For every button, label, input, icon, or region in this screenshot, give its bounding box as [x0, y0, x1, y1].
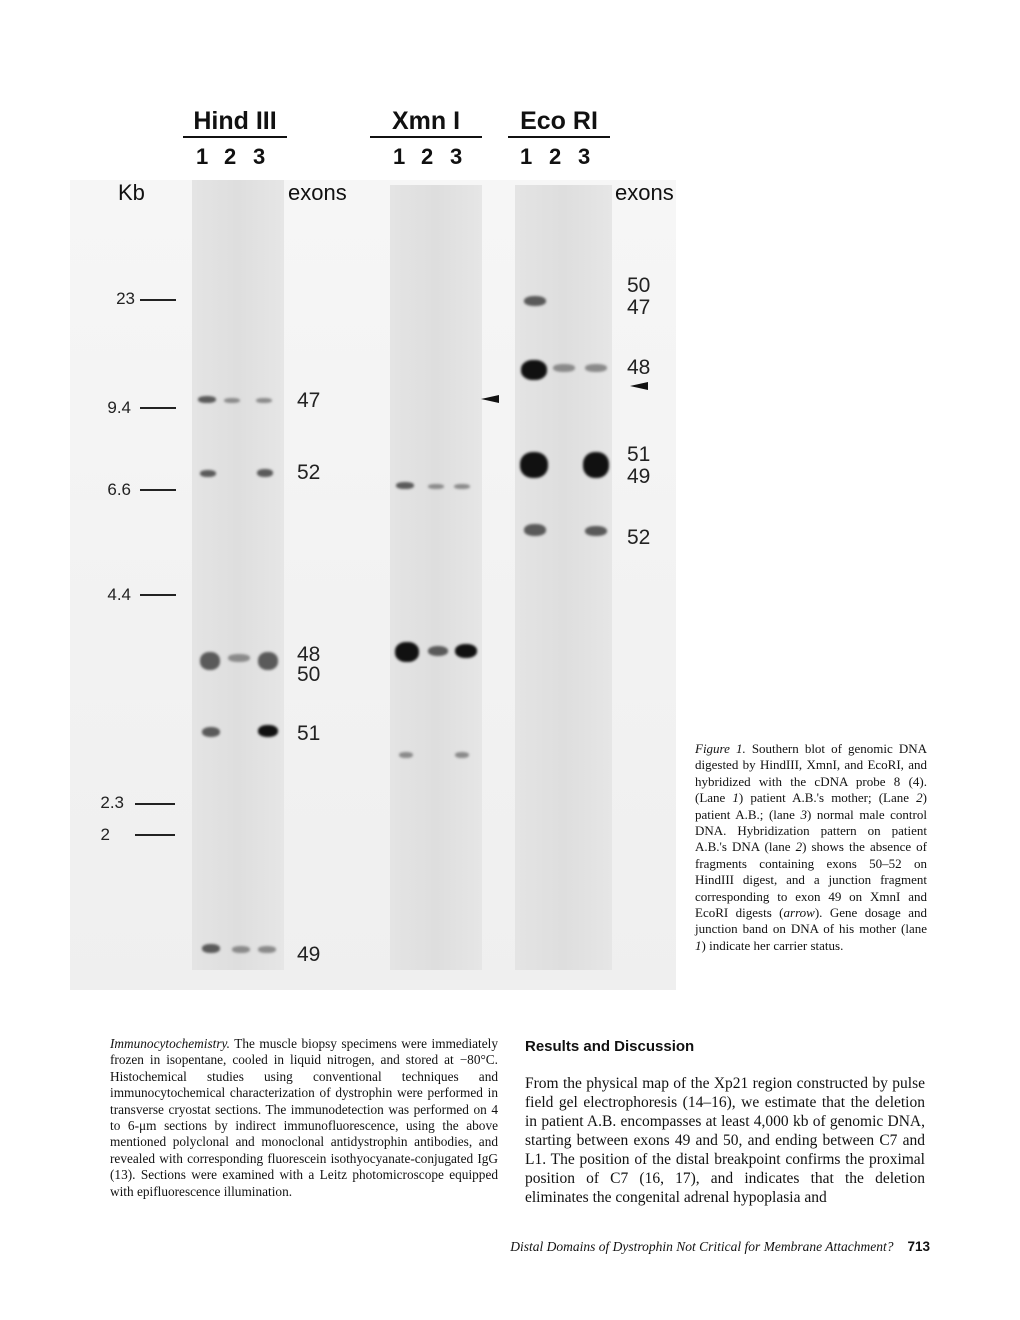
exon-label: 48	[297, 643, 321, 666]
blot-band	[428, 484, 444, 489]
kb-marker-tick	[140, 299, 176, 301]
lane-number: 1	[393, 144, 406, 169]
lane-number: 2	[549, 144, 562, 169]
xmni-lanes	[390, 185, 482, 970]
blot-band	[520, 452, 548, 478]
exon-label: 49	[297, 943, 321, 966]
hindiii-lanes	[192, 180, 284, 970]
caption-text: ) patient A.B.'s mother; (Lane	[738, 790, 917, 806]
kb-marker-tick	[140, 407, 176, 409]
page-number: 713	[907, 1239, 930, 1254]
kb-marker-label: 6.6	[107, 480, 131, 499]
exon-label: 52	[297, 461, 321, 484]
kb-marker-label: 4.4	[107, 585, 131, 604]
caption-lead: Figure 1.	[695, 741, 746, 756]
blot-band	[202, 727, 220, 737]
exon-label: 51	[627, 443, 651, 466]
lane-number: 2	[421, 144, 434, 169]
blot-band	[198, 396, 216, 403]
methods-paragraph	[110, 1036, 498, 1200]
enzyme-ecori-label: Eco RI	[508, 106, 610, 138]
blot-band	[428, 646, 448, 656]
runin-heading: Immunocytochemistry.	[110, 1036, 231, 1051]
kb-marker-tick	[135, 803, 175, 805]
exon-label: 48	[627, 356, 651, 379]
lane-numbers	[0, 144, 1020, 172]
figure-caption	[695, 741, 927, 954]
blot-band	[257, 469, 273, 477]
blot-band	[202, 944, 220, 953]
caption-lane-ref: 2	[795, 839, 803, 855]
blot-band	[455, 752, 469, 758]
blot-band	[395, 642, 419, 662]
paragraph-text: The muscle biopsy specimens were immediately frozen in isopentane, cooled in liquid nitrogen, and stored at −80°C. Histochemical studies using conventional techniques and immunocytochemical characterization of dystrophin were performed in transverse cryostat sections. The immunodetection was performed on 4 to 6-μm sections by indirect immunofluorescence, using the above mentioned polyclonal and monoclonal antidystrophin antibodies, and revealed with corresponding fluorescein isothyocyanate-conjugated IgG (13). Sections were examined with a Leitz photomicroscope equipped with epifluorescence illumination.	[110, 1036, 498, 1199]
blot-band	[256, 398, 272, 403]
junction-arrow-icon	[630, 382, 648, 390]
caption-arrow-word: arrow	[783, 905, 815, 921]
blot-band	[396, 482, 414, 489]
blot-band	[585, 364, 607, 372]
exon-label: 50	[297, 663, 321, 686]
exon-label: 52	[627, 526, 651, 549]
hindiii-exons-header: exons	[288, 180, 347, 205]
exon-label: 51	[297, 722, 321, 745]
lane-number: 1	[196, 144, 209, 169]
kb-marker-label: 2.3	[100, 793, 124, 812]
enzyme-xmni-label: Xmn I	[370, 106, 482, 138]
blot-band	[553, 364, 575, 372]
caption-lane-ref: 1	[732, 790, 739, 806]
caption-text: ) shows the absence of fragments containing exons 50–52 on HindIII digest, and a junction fragment corresponding to exon 49 on XmnI and EcoRI digests (	[695, 839, 928, 921]
kb-marker-label: 23	[116, 289, 135, 308]
exon-label: 47	[297, 389, 321, 412]
lane-number: 2	[224, 144, 237, 169]
caption-lane-ref: 2	[916, 790, 923, 806]
blot-band	[200, 652, 220, 670]
caption-text: Southern blot of genomic DNA digested by HindIII, XmnI, and EcoRI, and hybridized with the cDNA probe 8 (4). (Lane	[695, 741, 928, 806]
blot-band	[583, 452, 609, 478]
blot-band	[200, 470, 216, 477]
running-title: Distal Domains of Dystrophin Not Critical for Membrane Attachment?	[510, 1239, 894, 1254]
lane-number: 3	[253, 144, 266, 169]
exon-label: 50	[627, 274, 651, 297]
kb-marker-tick	[140, 594, 176, 596]
kb-marker-label: 9.4	[107, 398, 131, 417]
kb-axis-header: Kb	[118, 180, 145, 205]
blot-band	[228, 654, 250, 662]
page-footer	[470, 1239, 930, 1255]
blot-band	[454, 484, 470, 489]
caption-text: ) normal male control DNA. Hybridization pattern on patient A.B.'s DNA (lane	[695, 806, 927, 855]
caption-text: ) patient A.B.; (lane	[695, 790, 927, 822]
exon-label: 49	[627, 465, 651, 488]
lane-number: 3	[450, 144, 463, 169]
ecori-exons-header: exons	[615, 180, 674, 205]
blot-band	[524, 296, 546, 306]
blot-band	[399, 752, 413, 758]
lane-number: 1	[520, 144, 533, 169]
caption-text: ) indicate her carrier status.	[701, 937, 844, 953]
kb-marker-tick	[140, 489, 176, 491]
results-paragraph: From the physical map of the Xp21 region constructed by pulse field gel electrophoresis (14–16), we estimate that the deletion in patient A.B. encompasses at least 4,000 kb of genomic DNA, starting between exons 49 and 50, and ending between C7 and L1. The position of the distal breakpoint confirms the proximal position of C7 (16, 17), and indicates that the deletion eliminates the congenital adrenal hypoplasia and	[525, 1075, 925, 1206]
section-heading: Results and Discussion	[525, 1038, 695, 1055]
caption-text: ). Gene dosage and junction band on DNA of his mother (lane	[695, 905, 927, 937]
kb-marker-label: 2	[100, 825, 110, 844]
kb-marker-tick	[135, 834, 175, 836]
blot-band	[224, 398, 240, 403]
caption-lane-ref: 1	[695, 937, 702, 953]
blot-band	[258, 725, 278, 737]
exon-label: 47	[627, 296, 651, 319]
caption-lane-ref: 3	[800, 806, 808, 822]
blot-band	[232, 946, 250, 953]
blot-band	[455, 644, 477, 658]
blot-band	[524, 524, 546, 536]
enzyme-hindiii-label: Hind III	[183, 106, 287, 138]
lane-number: 3	[578, 144, 591, 169]
blot-band	[258, 946, 276, 953]
blot-band	[585, 526, 607, 536]
blot-band	[258, 652, 278, 670]
blot-band	[521, 360, 547, 380]
junction-arrow-icon	[481, 395, 499, 403]
